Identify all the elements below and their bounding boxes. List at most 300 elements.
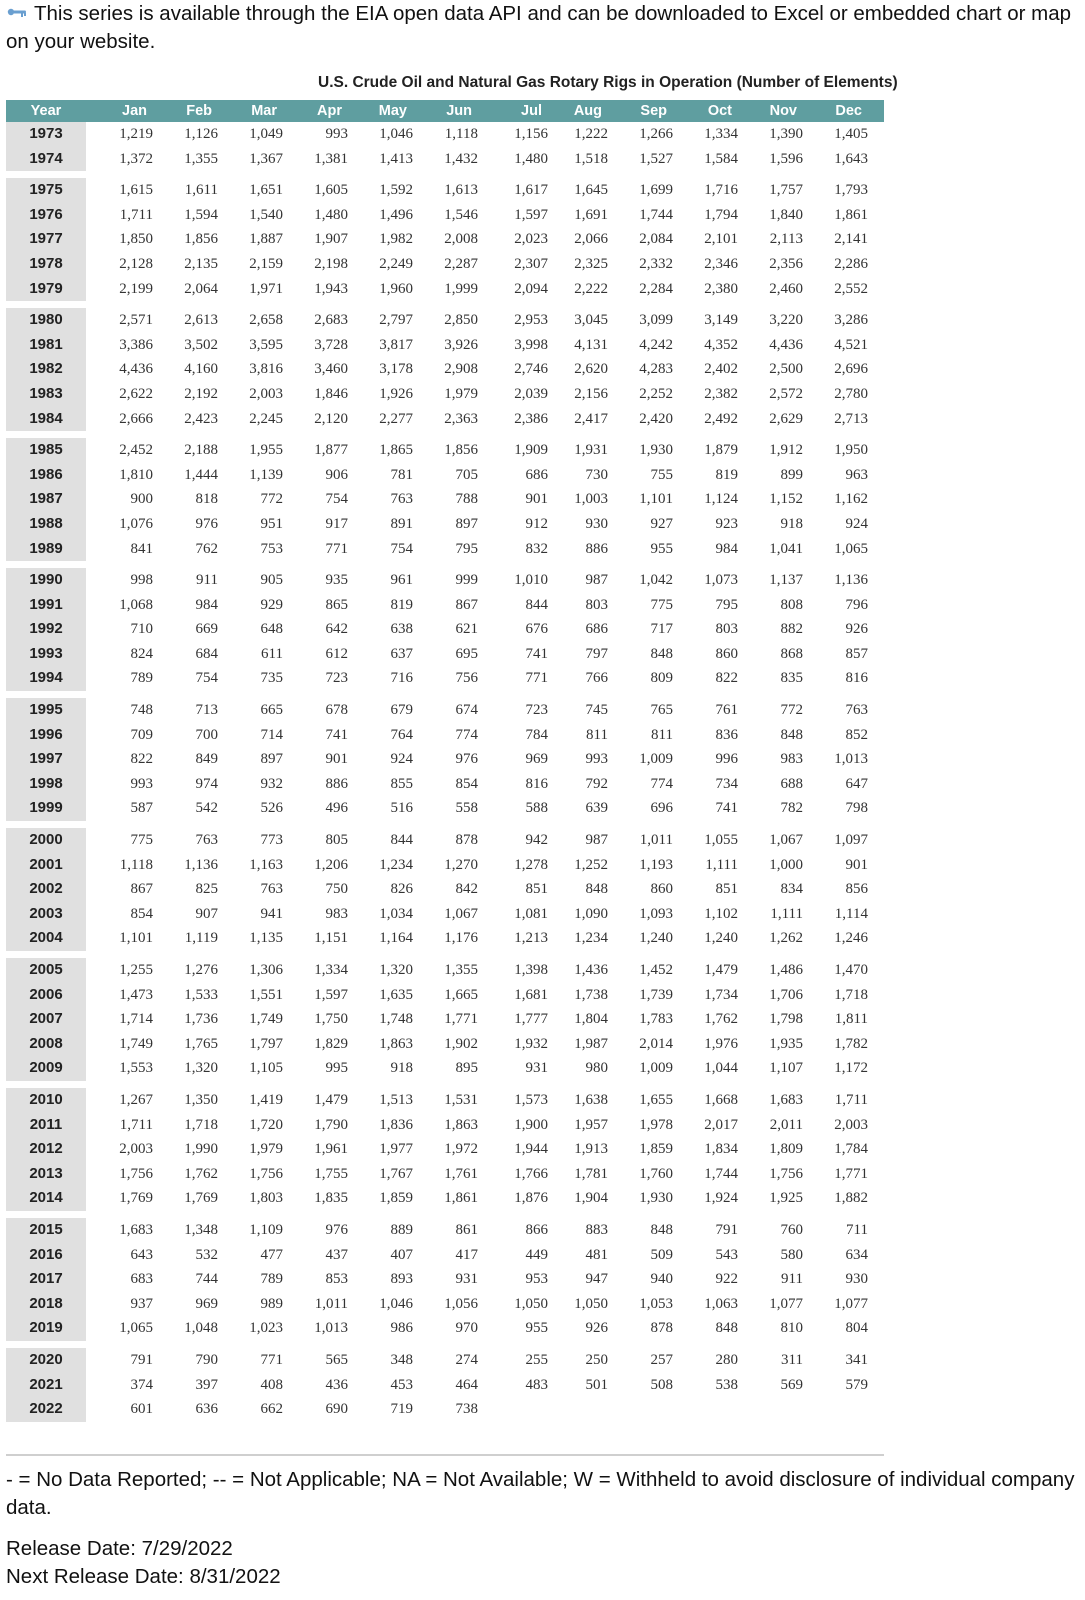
value-cell: 1,793 bbox=[834, 182, 868, 199]
value-cell: 4,352 bbox=[704, 336, 738, 353]
value-cell: 1,163 bbox=[249, 856, 283, 873]
value-cell: 3,286 bbox=[834, 312, 868, 329]
row-group bbox=[6, 308, 884, 431]
value-cell: 782 bbox=[780, 800, 803, 817]
table-row bbox=[6, 277, 884, 302]
value-cell: 2,382 bbox=[704, 385, 738, 402]
value-cell: 789 bbox=[130, 670, 153, 687]
value-cell: 822 bbox=[715, 670, 738, 687]
value-cell: 1,683 bbox=[769, 1091, 803, 1108]
value-cell: 719 bbox=[390, 1401, 413, 1418]
value-cell: 741 bbox=[325, 726, 348, 743]
value-cell: 1,930 bbox=[639, 442, 673, 459]
value-cell: 1,882 bbox=[834, 1190, 868, 1207]
release-info bbox=[6, 1535, 281, 1591]
value-cell: 2,420 bbox=[639, 410, 673, 427]
value-cell: 969 bbox=[525, 751, 548, 768]
year-cell: 2009 bbox=[6, 1056, 86, 1081]
year-cell: 2021 bbox=[6, 1373, 86, 1398]
value-cell: 1,943 bbox=[314, 280, 348, 297]
value-cell: 926 bbox=[845, 621, 868, 638]
value-cell: 961 bbox=[390, 572, 413, 589]
value-cell: 983 bbox=[780, 751, 803, 768]
value-cell: 1,645 bbox=[574, 182, 608, 199]
value-cell: 1,744 bbox=[704, 1165, 738, 1182]
value-cell: 1,118 bbox=[444, 126, 478, 142]
value-cell: 621 bbox=[455, 621, 478, 638]
value-cell: 686 bbox=[585, 621, 608, 638]
value-cell: 1,119 bbox=[184, 930, 218, 947]
year-cell: 1978 bbox=[6, 252, 86, 277]
year-cell: 1985 bbox=[6, 438, 86, 463]
value-cell: 891 bbox=[390, 515, 413, 532]
value-cell: 665 bbox=[260, 702, 283, 719]
value-cell: 1,278 bbox=[514, 856, 548, 873]
value-cell: 1,436 bbox=[574, 962, 608, 978]
value-cell: 1,691 bbox=[574, 206, 608, 223]
value-cell: 1,063 bbox=[704, 1295, 738, 1312]
year-cell: 1989 bbox=[6, 537, 86, 562]
value-cell: 2,571 bbox=[119, 312, 153, 329]
year-cell: 2000 bbox=[6, 828, 86, 853]
value-cell: 508 bbox=[650, 1376, 673, 1393]
value-cell: 930 bbox=[845, 1271, 868, 1288]
value-cell: 1,023 bbox=[249, 1320, 283, 1337]
value-cell: 951 bbox=[260, 515, 283, 532]
value-cell: 1,118 bbox=[119, 856, 153, 873]
year-cell: 2002 bbox=[6, 877, 86, 902]
value-cell: 1,107 bbox=[769, 1060, 803, 1077]
value-cell: 1,042 bbox=[639, 572, 673, 589]
value-cell: 2,423 bbox=[184, 410, 218, 427]
table-row bbox=[6, 382, 884, 407]
value-cell: 1,013 bbox=[314, 1320, 348, 1337]
value-cell: 995 bbox=[325, 1060, 348, 1077]
value-cell: 953 bbox=[525, 1271, 548, 1288]
value-cell: 923 bbox=[715, 515, 738, 532]
value-cell: 1,546 bbox=[444, 206, 478, 223]
year-cell: 1990 bbox=[6, 568, 86, 593]
value-cell: 1,101 bbox=[119, 930, 153, 947]
value-cell: 996 bbox=[715, 751, 738, 768]
value-cell: 744 bbox=[195, 1271, 218, 1288]
value-cell: 1,151 bbox=[314, 930, 348, 947]
value-cell: 611 bbox=[261, 645, 283, 662]
value-cell: 1,513 bbox=[379, 1091, 413, 1108]
value-cell: 723 bbox=[525, 702, 548, 719]
month-header-feb: Feb bbox=[186, 103, 212, 119]
value-cell: 1,734 bbox=[704, 986, 738, 1003]
value-cell: 711 bbox=[846, 1221, 868, 1238]
value-cell: 795 bbox=[715, 596, 738, 613]
value-cell: 678 bbox=[325, 702, 348, 719]
value-cell: 1,790 bbox=[314, 1116, 348, 1133]
table-row bbox=[6, 617, 884, 642]
row-group bbox=[6, 1088, 884, 1211]
value-cell: 1,479 bbox=[314, 1091, 348, 1108]
value-cell: 893 bbox=[390, 1271, 413, 1288]
value-cell: 912 bbox=[525, 515, 548, 532]
value-cell: 969 bbox=[195, 1295, 218, 1312]
table-row bbox=[6, 642, 884, 667]
value-cell: 2,252 bbox=[639, 385, 673, 402]
value-cell: 764 bbox=[390, 726, 413, 743]
value-cell: 565 bbox=[325, 1351, 348, 1368]
value-cell: 848 bbox=[650, 645, 673, 662]
value-cell: 763 bbox=[845, 702, 868, 719]
value-cell: 1,749 bbox=[119, 1035, 153, 1052]
value-cell: 1,050 bbox=[574, 1295, 608, 1312]
value-cell: 974 bbox=[195, 775, 218, 792]
value-cell: 760 bbox=[780, 1221, 803, 1238]
value-cell: 1,877 bbox=[314, 442, 348, 459]
value-cell: 579 bbox=[845, 1376, 868, 1393]
value-cell: 2,325 bbox=[574, 255, 608, 272]
value-cell: 612 bbox=[325, 645, 348, 662]
value-cell: 2,696 bbox=[834, 361, 868, 378]
value-cell: 1,193 bbox=[639, 856, 673, 873]
value-cell: 750 bbox=[325, 881, 348, 898]
intro-text-block bbox=[6, 0, 1081, 56]
value-cell: 1,114 bbox=[834, 905, 868, 922]
value-cell: 1,681 bbox=[514, 986, 548, 1003]
value-cell: 4,521 bbox=[834, 336, 868, 353]
value-cell: 1,531 bbox=[444, 1091, 478, 1108]
value-cell: 1,105 bbox=[249, 1060, 283, 1077]
value-cell: 775 bbox=[650, 596, 673, 613]
value-cell: 2,356 bbox=[769, 255, 803, 272]
value-cell: 1,756 bbox=[249, 1165, 283, 1182]
value-cell: 1,769 bbox=[119, 1190, 153, 1207]
value-cell: 1,065 bbox=[834, 540, 868, 557]
row-group bbox=[6, 698, 884, 821]
value-cell: 1,720 bbox=[249, 1116, 283, 1133]
value-cell: 1,863 bbox=[379, 1035, 413, 1052]
value-cell: 1,320 bbox=[379, 962, 413, 978]
value-cell: 803 bbox=[715, 621, 738, 638]
year-cell: 2013 bbox=[6, 1162, 86, 1187]
value-cell: 1,041 bbox=[769, 540, 803, 557]
value-cell: 865 bbox=[325, 596, 348, 613]
value-cell: 713 bbox=[195, 702, 218, 719]
value-cell: 816 bbox=[525, 775, 548, 792]
value-cell: 1,935 bbox=[769, 1035, 803, 1052]
value-cell: 1,596 bbox=[769, 150, 803, 167]
value-cell: 1,711 bbox=[119, 1116, 153, 1133]
value-cell: 844 bbox=[390, 832, 413, 849]
value-cell: 1,961 bbox=[314, 1141, 348, 1158]
value-cell: 1,267 bbox=[119, 1091, 153, 1108]
value-cell: 755 bbox=[650, 466, 673, 483]
value-cell: 348 bbox=[390, 1351, 413, 1368]
value-cell: 2,307 bbox=[514, 255, 548, 272]
value-cell: 1,009 bbox=[639, 751, 673, 768]
value-cell: 1,900 bbox=[514, 1116, 548, 1133]
value-cell: 2,192 bbox=[184, 385, 218, 402]
value-cell: 1,090 bbox=[574, 905, 608, 922]
value-cell: 1,711 bbox=[834, 1091, 868, 1108]
value-cell: 816 bbox=[845, 670, 868, 687]
value-cell: 993 bbox=[325, 126, 348, 142]
value-cell: 1,615 bbox=[119, 182, 153, 199]
value-cell: 1,777 bbox=[514, 1011, 548, 1028]
value-cell: 1,931 bbox=[574, 442, 608, 459]
value-cell: 1,912 bbox=[769, 442, 803, 459]
value-cell: 851 bbox=[715, 881, 738, 898]
value-cell: 1,944 bbox=[514, 1141, 548, 1158]
value-cell: 587 bbox=[130, 800, 153, 817]
value-cell: 1,470 bbox=[834, 962, 868, 978]
value-cell: 924 bbox=[390, 751, 413, 768]
table-row bbox=[6, 512, 884, 537]
value-cell: 810 bbox=[780, 1320, 803, 1337]
year-cell: 2014 bbox=[6, 1186, 86, 1211]
table-row bbox=[6, 308, 884, 333]
value-cell: 1,960 bbox=[379, 280, 413, 297]
value-cell: 1,126 bbox=[184, 126, 218, 142]
year-cell: 2010 bbox=[6, 1088, 86, 1113]
value-cell: 2,746 bbox=[514, 361, 548, 378]
value-cell: 905 bbox=[260, 572, 283, 589]
value-cell: 3,926 bbox=[444, 336, 478, 353]
value-cell: 1,859 bbox=[639, 1141, 673, 1158]
value-cell: 2,402 bbox=[704, 361, 738, 378]
value-cell: 1,859 bbox=[379, 1190, 413, 1207]
year-cell: 1977 bbox=[6, 227, 86, 252]
value-cell: 924 bbox=[845, 515, 868, 532]
table-row bbox=[6, 537, 884, 562]
value-cell: 2,492 bbox=[704, 410, 738, 427]
month-header-aug: Aug bbox=[573, 103, 602, 119]
value-cell: 1,739 bbox=[639, 986, 673, 1003]
value-cell: 1,219 bbox=[119, 126, 153, 142]
value-cell: 895 bbox=[455, 1060, 478, 1077]
table-row bbox=[6, 747, 884, 772]
value-cell: 987 bbox=[585, 832, 608, 849]
value-cell: 1,749 bbox=[249, 1011, 283, 1028]
value-cell: 754 bbox=[390, 540, 413, 557]
value-cell: 766 bbox=[585, 670, 608, 687]
value-cell: 4,436 bbox=[119, 361, 153, 378]
value-cell: 1,306 bbox=[249, 962, 283, 978]
value-cell: 516 bbox=[390, 800, 413, 817]
table-row bbox=[6, 1218, 884, 1243]
value-cell: 2,014 bbox=[639, 1035, 673, 1052]
value-cell: 2,780 bbox=[834, 385, 868, 402]
value-cell: 883 bbox=[585, 1221, 608, 1238]
value-cell: 889 bbox=[390, 1221, 413, 1238]
value-cell: 3,099 bbox=[639, 312, 673, 329]
value-cell: 1,879 bbox=[704, 442, 738, 459]
table-row bbox=[6, 1316, 884, 1341]
value-cell: 1,480 bbox=[514, 150, 548, 167]
value-cell: 1,162 bbox=[834, 491, 868, 508]
table-row bbox=[6, 1088, 884, 1113]
value-cell: 1,913 bbox=[574, 1141, 608, 1158]
value-cell: 1,635 bbox=[379, 986, 413, 1003]
value-cell: 867 bbox=[130, 881, 153, 898]
value-cell: 860 bbox=[650, 881, 673, 898]
value-cell: 899 bbox=[780, 466, 803, 483]
value-cell: 941 bbox=[260, 905, 283, 922]
value-cell: 2,141 bbox=[834, 231, 868, 248]
table-header-row bbox=[6, 100, 884, 122]
value-cell: 932 bbox=[260, 775, 283, 792]
value-cell: 935 bbox=[325, 572, 348, 589]
value-cell: 716 bbox=[390, 670, 413, 687]
value-cell: 3,386 bbox=[119, 336, 153, 353]
value-cell: 1,999 bbox=[444, 280, 478, 297]
value-cell: 917 bbox=[325, 515, 348, 532]
value-cell: 2,003 bbox=[249, 385, 283, 402]
value-cell: 2,683 bbox=[314, 312, 348, 329]
value-cell: 1,367 bbox=[249, 150, 283, 167]
value-cell: 1,716 bbox=[704, 182, 738, 199]
value-cell: 848 bbox=[780, 726, 803, 743]
value-cell: 835 bbox=[780, 670, 803, 687]
value-cell: 1,206 bbox=[314, 856, 348, 873]
value-cell: 734 bbox=[715, 775, 738, 792]
value-cell: 643 bbox=[130, 1246, 153, 1263]
row-group bbox=[6, 828, 884, 951]
value-cell: 1,473 bbox=[119, 986, 153, 1003]
value-cell: 1,533 bbox=[184, 986, 218, 1003]
value-cell: 2,159 bbox=[249, 255, 283, 272]
value-cell: 3,045 bbox=[574, 312, 608, 329]
table-row bbox=[6, 438, 884, 463]
value-cell: 2,113 bbox=[769, 231, 803, 248]
row-group bbox=[6, 1218, 884, 1341]
value-cell: 2,332 bbox=[639, 255, 673, 272]
value-cell: 1,972 bbox=[444, 1141, 478, 1158]
value-cell: 1,683 bbox=[119, 1221, 153, 1238]
table-row bbox=[6, 1007, 884, 1032]
value-cell: 955 bbox=[650, 540, 673, 557]
value-cell: 1,266 bbox=[639, 126, 673, 142]
value-cell: 1,990 bbox=[184, 1141, 218, 1158]
value-cell: 1,982 bbox=[379, 231, 413, 248]
value-cell: 1,850 bbox=[119, 231, 153, 248]
value-cell: 710 bbox=[130, 621, 153, 638]
value-cell: 927 bbox=[650, 515, 673, 532]
value-cell: 4,160 bbox=[184, 361, 218, 378]
value-cell: 1,861 bbox=[444, 1190, 478, 1207]
value-cell: 1,334 bbox=[704, 126, 738, 142]
value-cell: 1,750 bbox=[314, 1011, 348, 1028]
value-cell: 2,460 bbox=[769, 280, 803, 297]
value-cell: 1,971 bbox=[249, 280, 283, 297]
value-cell: 686 bbox=[525, 466, 548, 483]
value-cell: 1,355 bbox=[184, 150, 218, 167]
value-cell: 771 bbox=[325, 540, 348, 557]
value-cell: 636 bbox=[195, 1401, 218, 1418]
value-cell: 1,276 bbox=[184, 962, 218, 978]
value-cell: 1,551 bbox=[249, 986, 283, 1003]
value-cell: 789 bbox=[260, 1271, 283, 1288]
value-cell: 2,120 bbox=[314, 410, 348, 427]
value-cell: 1,044 bbox=[704, 1060, 738, 1077]
value-cell: 280 bbox=[715, 1351, 738, 1368]
value-cell: 1,034 bbox=[379, 905, 413, 922]
value-cell: 993 bbox=[585, 751, 608, 768]
value-cell: 901 bbox=[845, 856, 868, 873]
table-row bbox=[6, 983, 884, 1008]
value-cell: 980 bbox=[585, 1060, 608, 1077]
table-row bbox=[6, 1056, 884, 1081]
value-cell: 647 bbox=[845, 775, 868, 792]
value-cell: 1,835 bbox=[314, 1190, 348, 1207]
value-cell: 695 bbox=[455, 645, 478, 662]
value-cell: 963 bbox=[845, 466, 868, 483]
value-cell: 1,904 bbox=[574, 1190, 608, 1207]
value-cell: 1,348 bbox=[184, 1221, 218, 1238]
api-link-icon[interactable] bbox=[6, 0, 30, 16]
value-cell: 1,067 bbox=[444, 905, 478, 922]
value-cell: 984 bbox=[195, 596, 218, 613]
table-row bbox=[6, 1162, 884, 1187]
value-cell: 483 bbox=[525, 1376, 548, 1393]
value-cell: 735 bbox=[260, 670, 283, 687]
year-cell: 1987 bbox=[6, 487, 86, 512]
value-cell: 1,978 bbox=[639, 1116, 673, 1133]
value-cell: 1,810 bbox=[119, 466, 153, 483]
value-cell: 688 bbox=[780, 775, 803, 792]
value-cell: 1,797 bbox=[249, 1035, 283, 1052]
value-cell: 1,605 bbox=[314, 182, 348, 199]
value-cell: 842 bbox=[455, 881, 478, 898]
value-cell: 1,055 bbox=[704, 832, 738, 849]
value-cell: 901 bbox=[325, 751, 348, 768]
value-cell: 836 bbox=[715, 726, 738, 743]
year-cell: 1994 bbox=[6, 666, 86, 691]
row-group bbox=[6, 568, 884, 691]
year-cell: 1996 bbox=[6, 723, 86, 748]
value-cell: 2,286 bbox=[834, 255, 868, 272]
row-group bbox=[6, 178, 884, 301]
year-cell: 2018 bbox=[6, 1292, 86, 1317]
table-row bbox=[6, 487, 884, 512]
value-cell: 714 bbox=[260, 726, 283, 743]
value-cell: 792 bbox=[585, 775, 608, 792]
value-cell: 2,380 bbox=[704, 280, 738, 297]
value-cell: 696 bbox=[650, 800, 673, 817]
value-cell: 2,023 bbox=[514, 231, 548, 248]
table-row bbox=[6, 877, 884, 902]
year-cell: 1984 bbox=[6, 407, 86, 432]
value-cell: 1,744 bbox=[639, 206, 673, 223]
value-cell: 538 bbox=[715, 1376, 738, 1393]
value-cell: 976 bbox=[325, 1221, 348, 1238]
value-cell: 1,046 bbox=[379, 1295, 413, 1312]
value-cell: 808 bbox=[780, 596, 803, 613]
value-cell: 1,856 bbox=[444, 442, 478, 459]
value-cell: 1,979 bbox=[444, 385, 478, 402]
year-cell: 1991 bbox=[6, 593, 86, 618]
value-cell: 637 bbox=[390, 645, 413, 662]
value-cell: 3,728 bbox=[314, 336, 348, 353]
value-cell: 639 bbox=[585, 800, 608, 817]
value-cell: 257 bbox=[650, 1351, 673, 1368]
value-cell: 886 bbox=[585, 540, 608, 557]
value-cell: 730 bbox=[585, 466, 608, 483]
value-cell: 987 bbox=[585, 572, 608, 589]
value-cell: 1,611 bbox=[184, 182, 218, 199]
value-cell: 1,643 bbox=[834, 150, 868, 167]
value-cell: 911 bbox=[196, 572, 218, 589]
value-cell: 805 bbox=[325, 832, 348, 849]
value-cell: 1,136 bbox=[184, 856, 218, 873]
value-cell: 773 bbox=[260, 832, 283, 849]
